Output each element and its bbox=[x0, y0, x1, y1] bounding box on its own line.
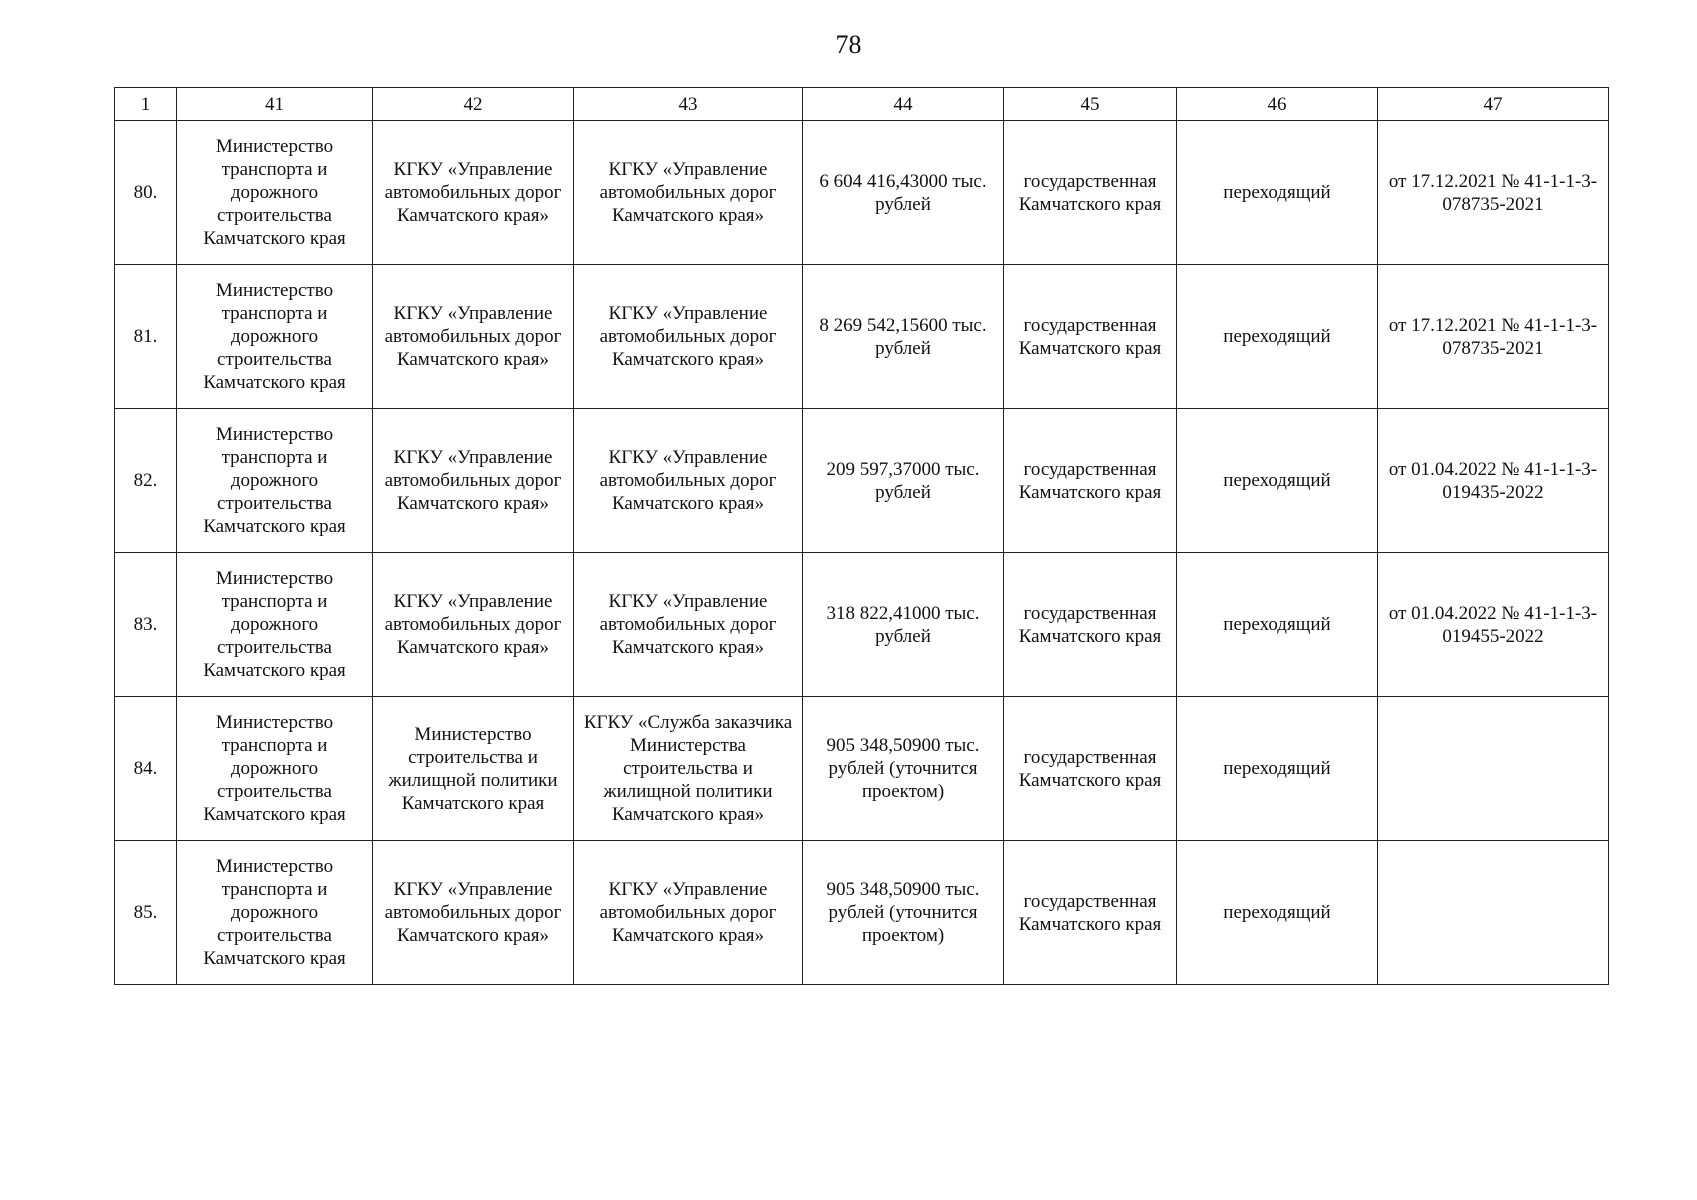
table-row bbox=[115, 409, 1609, 553]
expertise-cell: от 01.04.2022 № 41-1-1-3-019435-2022 bbox=[1378, 409, 1609, 553]
ministry-cell: Министерство транспорта и дорожного строительства Камчатского края bbox=[177, 697, 373, 841]
customer-cell: КГКУ «Управление автомобильных дорог Камчатского края» bbox=[574, 841, 803, 985]
table-row bbox=[115, 121, 1609, 265]
developer-cell: КГКУ «Управление автомобильных дорог Камчатского края» bbox=[373, 553, 574, 697]
ownership-cell: государственная Камчатского края bbox=[1004, 265, 1177, 409]
expertise-cell: от 17.12.2021 № 41-1-1-3-078735-2021 bbox=[1378, 121, 1609, 265]
ministry-cell: Министерство транспорта и дорожного строительства Камчатского края bbox=[177, 121, 373, 265]
ownership-cell: государственная Камчатского края bbox=[1004, 121, 1177, 265]
developer-cell: КГКУ «Управление автомобильных дорог Камчатского края» bbox=[373, 409, 574, 553]
row-number-cell: 85. bbox=[115, 841, 177, 985]
column-header: 45 bbox=[1004, 88, 1177, 121]
developer-cell: КГКУ «Управление автомобильных дорог Камчатского края» bbox=[373, 841, 574, 985]
ownership-cell: государственная Камчатского края bbox=[1004, 841, 1177, 985]
ministry-cell: Министерство транспорта и дорожного строительства Камчатского края bbox=[177, 553, 373, 697]
status-cell: переходящий bbox=[1177, 697, 1378, 841]
registry-table bbox=[114, 87, 1609, 985]
table-row bbox=[115, 841, 1609, 985]
column-header: 43 bbox=[574, 88, 803, 121]
status-cell: переходящий bbox=[1177, 553, 1378, 697]
row-number-cell: 81. bbox=[115, 265, 177, 409]
expertise-cell: от 01.04.2022 № 41-1-1-3-019455-2022 bbox=[1378, 553, 1609, 697]
column-header: 44 bbox=[803, 88, 1004, 121]
table-row bbox=[115, 697, 1609, 841]
status-cell: переходящий bbox=[1177, 121, 1378, 265]
ownership-cell: государственная Камчатского края bbox=[1004, 553, 1177, 697]
column-header: 46 bbox=[1177, 88, 1378, 121]
cost-cell: 209 597,37000 тыс. рублей bbox=[803, 409, 1004, 553]
table-row bbox=[115, 553, 1609, 697]
developer-cell: Министерство строительства и жилищной политики Камчатского края bbox=[373, 697, 574, 841]
column-header: 1 bbox=[115, 88, 177, 121]
customer-cell: КГКУ «Управление автомобильных дорог Камчатского края» bbox=[574, 553, 803, 697]
status-cell: переходящий bbox=[1177, 265, 1378, 409]
column-header: 41 bbox=[177, 88, 373, 121]
expertise-cell bbox=[1378, 841, 1609, 985]
expertise-cell: от 17.12.2021 № 41-1-1-3-078735-2021 bbox=[1378, 265, 1609, 409]
row-number-cell: 80. bbox=[115, 121, 177, 265]
developer-cell: КГКУ «Управление автомобильных дорог Камчатского края» bbox=[373, 121, 574, 265]
customer-cell: КГКУ «Управление автомобильных дорог Камчатского края» bbox=[574, 265, 803, 409]
status-cell: переходящий bbox=[1177, 841, 1378, 985]
ministry-cell: Министерство транспорта и дорожного строительства Камчатского края bbox=[177, 265, 373, 409]
row-number-cell: 83. bbox=[115, 553, 177, 697]
developer-cell: КГКУ «Управление автомобильных дорог Камчатского края» bbox=[373, 265, 574, 409]
column-header: 42 bbox=[373, 88, 574, 121]
cost-cell: 318 822,41000 тыс. рублей bbox=[803, 553, 1004, 697]
customer-cell: КГКУ «Служба заказчика Министерства строительства и жилищной политики Камчатского края» bbox=[574, 697, 803, 841]
header-row bbox=[115, 88, 1609, 121]
cost-cell: 905 348,50900 тыс. рублей (уточнится проектом) bbox=[803, 841, 1004, 985]
ownership-cell: государственная Камчатского края bbox=[1004, 697, 1177, 841]
table-header bbox=[115, 88, 1609, 121]
row-number-cell: 82. bbox=[115, 409, 177, 553]
page-number: 78 bbox=[835, 30, 862, 59]
ministry-cell: Министерство транспорта и дорожного строительства Камчатского края bbox=[177, 841, 373, 985]
ministry-cell: Министерство транспорта и дорожного строительства Камчатского края bbox=[177, 409, 373, 553]
customer-cell: КГКУ «Управление автомобильных дорог Камчатского края» bbox=[574, 121, 803, 265]
cost-cell: 6 604 416,43000 тыс. рублей bbox=[803, 121, 1004, 265]
row-number-cell: 84. bbox=[115, 697, 177, 841]
customer-cell: КГКУ «Управление автомобильных дорог Камчатского края» bbox=[574, 409, 803, 553]
column-header: 47 bbox=[1378, 88, 1609, 121]
table-body bbox=[115, 121, 1609, 985]
cost-cell: 905 348,50900 тыс. рублей (уточнится проектом) bbox=[803, 697, 1004, 841]
cost-cell: 8 269 542,15600 тыс. рублей bbox=[803, 265, 1004, 409]
ownership-cell: государственная Камчатского края bbox=[1004, 409, 1177, 553]
table-row bbox=[115, 265, 1609, 409]
expertise-cell bbox=[1378, 697, 1609, 841]
status-cell: переходящий bbox=[1177, 409, 1378, 553]
